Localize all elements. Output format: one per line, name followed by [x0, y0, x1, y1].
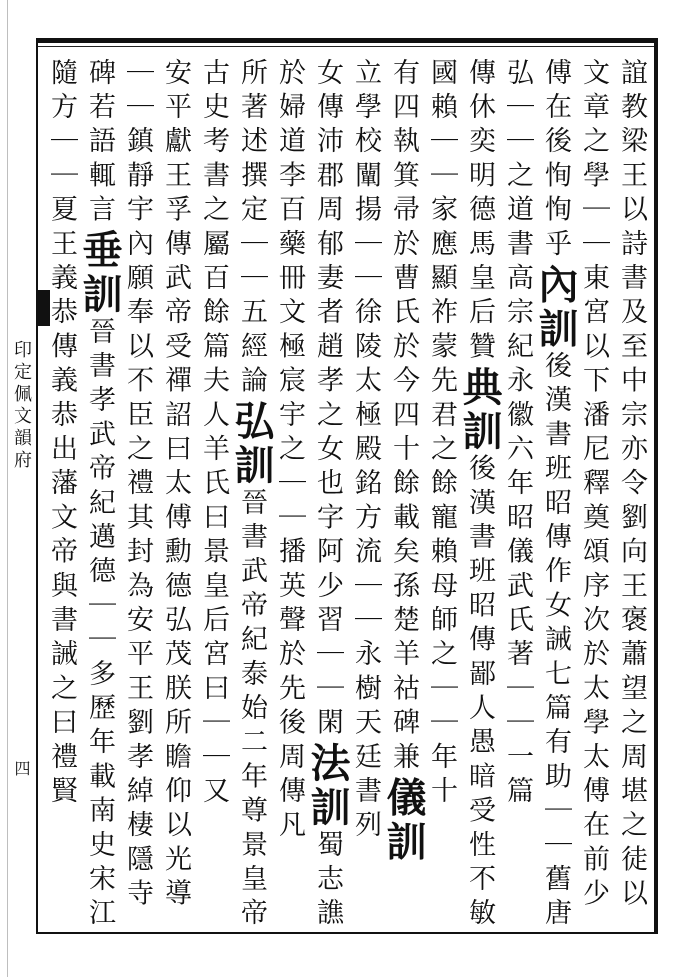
- text-segment: 於婦道李百藥冊文極宸宇之｜｜播英聲於先後: [274, 58, 305, 742]
- text-segment: 隨方｜｜: [46, 58, 77, 195]
- text-segment: 後漢書班昭傳鄙人愚暗受性不敏: [464, 453, 495, 933]
- text-segment: 傅在後恂恂乎: [540, 58, 571, 264]
- text-segment: 後漢書班昭傳作女誡七篇有助｜｜舊唐: [540, 351, 571, 933]
- text-column-4: [496, 58, 538, 928]
- text-segment: 女傳沛郡周郁妻者趙孝之女也字阿少習｜｜閑: [312, 58, 343, 742]
- text-segment: 周傳凡: [274, 742, 305, 845]
- text-segment: 蒙先君之餘寵賴母師之｜｜年十: [426, 331, 457, 811]
- text-column-13: [154, 58, 196, 928]
- text-segment: 有四執箕帚於曹氏於今四十餘載矣孫楚羊祜碑兼: [388, 58, 419, 777]
- frame-left-border: [36, 38, 38, 934]
- text-column-16: [40, 58, 82, 928]
- text-segment: 蜀志譙: [312, 830, 343, 933]
- text-segment: 書列: [350, 776, 381, 845]
- text-column-7: [380, 58, 427, 928]
- text-segment: ｜｜鎮靜宇內願奉以不臣之禮其封為安平王劉孝綽棲隱寺: [122, 58, 153, 913]
- heading-term: 垂訓: [76, 229, 123, 317]
- text-segment: 立學校闡揚｜｜徐陵太極殿銘方流｜｜永樹天廷: [350, 58, 381, 777]
- text-segment: 文章之學｜｜東宮以下潘尼釋奠頌序次於太學太傅在前少: [578, 58, 609, 913]
- text-segment: 傳休奕明德馬皇后贊: [464, 58, 495, 366]
- text-column-14: [116, 58, 158, 928]
- text-column-3: [532, 58, 579, 933]
- frame-top-border: [36, 38, 656, 43]
- text-column-10: [268, 58, 310, 928]
- heading-term: 法訓: [304, 742, 351, 830]
- text-column-1: [610, 58, 652, 928]
- text-segment: 書高宗紀永徽六年昭儀武氏著｜｜一篇: [502, 229, 533, 811]
- margin-book-title: 印定佩文韻府: [11, 340, 32, 472]
- heading-term: 內訓: [532, 263, 579, 352]
- text-column-2: [572, 58, 614, 928]
- text-segment: 晉書孝武帝紀邁德｜｜多歷年載南史宋江: [84, 317, 115, 933]
- text-segment: 古史考書之屬百餘篇: [198, 58, 229, 366]
- text-segment: 安平獻王孚傳武帝受禪詔曰太傅勳德弘茂朕所瞻仰以光導: [160, 58, 191, 913]
- text-column-5: [456, 58, 503, 933]
- text-segment: 晉書武帝紀泰始二年尊景皇帝: [236, 488, 267, 933]
- text-segment: 夏王義恭傳義恭出藩文帝與書誡之曰禮賢: [46, 194, 77, 811]
- page-number: 四: [12, 760, 31, 776]
- text-column-15: [76, 58, 123, 933]
- text-segment: 國賴｜｜家應顯祚: [426, 58, 457, 332]
- frame-top-inner-border: [36, 46, 656, 47]
- text-column-9: [304, 58, 351, 933]
- heading-term: 典訓: [456, 365, 503, 454]
- frame-right-border: [654, 38, 658, 934]
- spine-line: [7, 0, 8, 977]
- heading-term: 儀訓: [380, 776, 427, 865]
- text-segment: 夫人羊氏曰景皇后宮曰｜｜又: [198, 365, 229, 811]
- heading-term: 弘訓: [228, 400, 275, 488]
- text-segment: 誼教梁王以詩書及至中宗亦令劉向王褒蕭望之周堪之徒以: [616, 58, 647, 913]
- text-segment: 碑若語輒言: [84, 58, 115, 229]
- text-segment: 弘｜｜之道: [502, 58, 533, 229]
- text-segment: 所著述撰定｜｜五經論: [236, 58, 267, 400]
- text-column-11: [228, 58, 275, 933]
- text-column-12: [192, 58, 234, 928]
